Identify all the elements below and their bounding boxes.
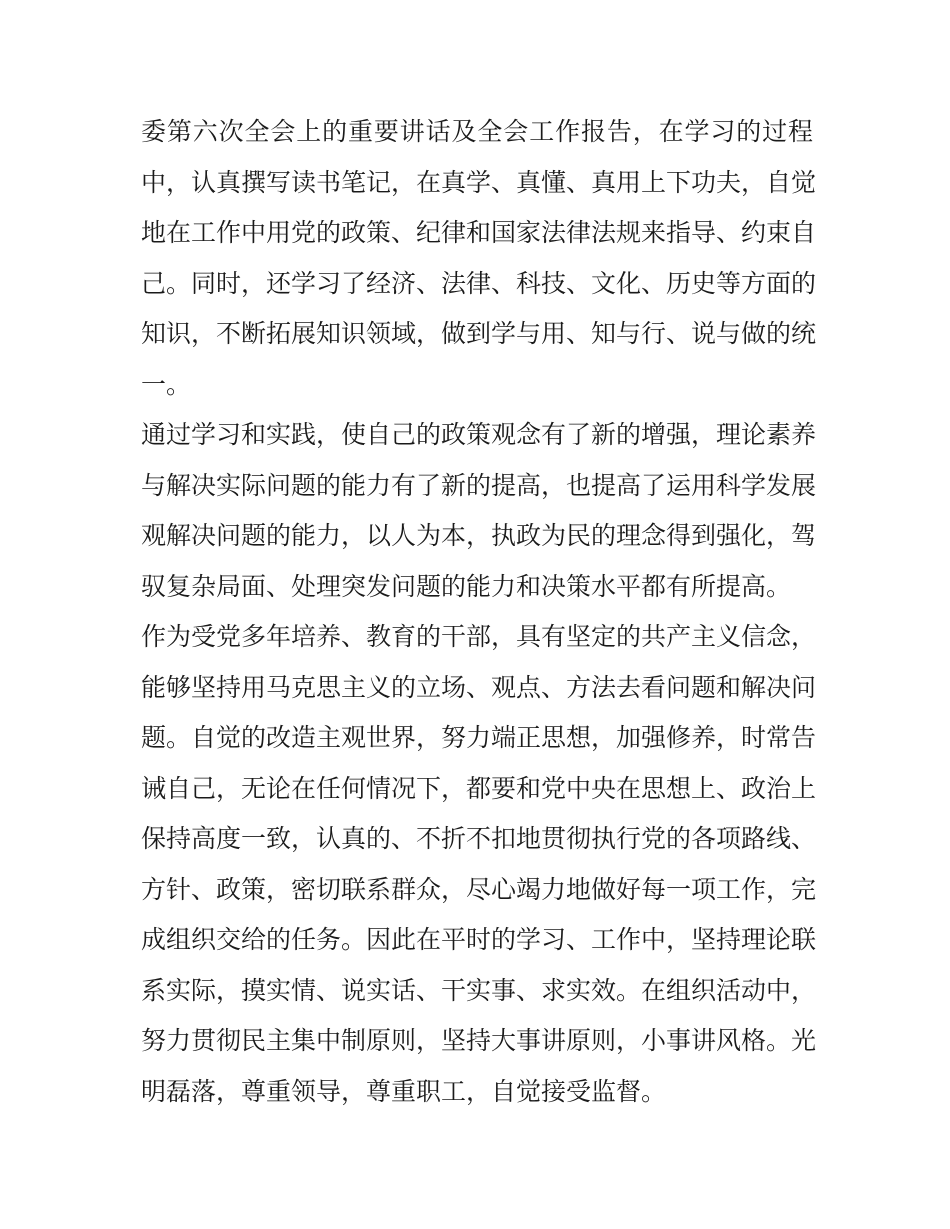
text-line: 方针、政策，密切联系群众，尽心竭力地做好每一项工作，完 (141, 874, 817, 904)
document-body (141, 107, 817, 1117)
paragraph-1 (141, 107, 817, 410)
text-line: 地在工作中用党的政策、纪律和国家法律法规来指导、约束自 (141, 218, 817, 247)
paragraph-3 (141, 612, 817, 1117)
text-line: 明磊落，尊重领导，尊重职工，自觉接受监督。 (141, 1076, 667, 1106)
text-line: 观解决问题的能力，以人为本，执政为民的理念得到强化，驾 (141, 521, 817, 550)
text-line: 作为受党多年培养、教育的干部，具有坚定的共产主义信念， (141, 622, 817, 651)
text-line: 保持高度一致，认真的、不折不扣地贯彻执行党的各项路线、 (141, 824, 817, 853)
text-line: 驭复杂局面、处理突发问题的能力和决策水平都有所提高。 (141, 571, 792, 601)
text-line: 成组织交给的任务。因此在平时的学习、工作中，坚持理论联 (141, 925, 817, 954)
text-line: 努力贯彻民主集中制原则，坚持大事讲原则，小事讲风格。光 (141, 1026, 817, 1055)
text-line: 能够坚持用马克思主义的立场、观点、方法去看问题和解决问 (141, 672, 817, 702)
paragraph-2 (141, 410, 817, 612)
text-line: 诫自己，无论在任何情况下，都要和党中央在思想上、政治上 (141, 773, 817, 803)
text-line: 通过学习和实践，使自己的政策观念有了新的增强，理论素养 (141, 420, 817, 449)
text-line: 知识，不断拓展知识领域，做到学与用、知与行、说与做的统 (141, 319, 817, 348)
text-line: 一。 (141, 369, 192, 399)
text-line: 己。同时，还学习了经济、法律、科技、文化、历史等方面的 (141, 268, 817, 298)
text-line: 题。自觉的改造主观世界，努力端正思想，加强修养，时常告 (141, 723, 817, 752)
text-line: 中，认真撰写读书笔记，在真学、真懂、真用上下功夫，自觉 (141, 167, 817, 197)
text-line: 委第六次全会上的重要讲话及全会工作报告，在学习的过程 (141, 117, 813, 146)
text-line: 系实际，摸实情、说实话、干实事、求实效。在组织活动中， (141, 975, 817, 1005)
text-line: 与解决实际问题的能力有了新的提高，也提高了运用科学发展 (141, 470, 817, 500)
